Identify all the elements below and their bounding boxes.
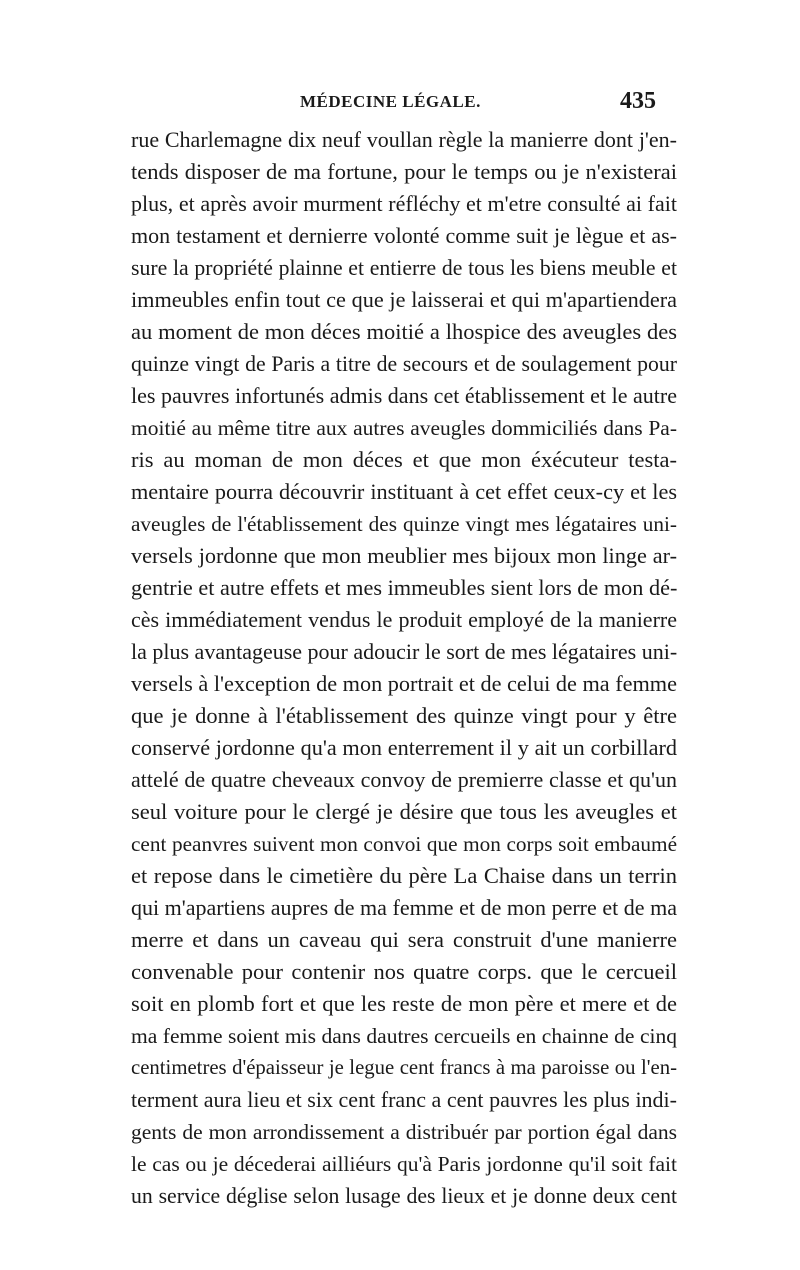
text-line: quinze vingt de Paris a titre de secours et de soulagement pour — [131, 352, 677, 376]
text-line: qui m'apartiens aupres de ma femme et de mon perre et de ma — [131, 895, 677, 920]
text-line: et repose dans le cimetière du père La Chaise dans un terrin — [131, 863, 677, 888]
text-line: seul voiture pour le clergé je désire que tous les aveugles et — [131, 799, 677, 824]
running-head: MÉDECINE LÉGALE. — [300, 92, 481, 111]
text-line: centimetres d'épaisseur je legue cent francs à ma paroisse ou l'en- — [131, 1057, 677, 1079]
text-line: un service déglise selon lusage des lieux et je donne deux cent — [131, 1184, 677, 1208]
text-line: que je donne à l'établissement des quinze vingt pour y être — [131, 703, 677, 728]
text-line: mon testament et dernierre volonté comme suit je lègue et as- — [131, 223, 677, 248]
text-line: les pauvres infortunés admis dans cet établissement et le autre — [131, 383, 677, 408]
page-number: 435 — [620, 88, 656, 114]
text-line: convenable pour contenir nos quatre corps. que le cercueil — [131, 959, 677, 984]
text-line: versels jordonne que mon meublier mes bijoux mon linge ar- — [131, 543, 677, 568]
text-line: aveugles de l'établissement des quinze vingt mes légataires uni- — [131, 512, 677, 536]
text-line: le cas ou je décederai ailliéurs qu'à Paris jordonne qu'il soit fait — [131, 1152, 677, 1176]
text-line: plus, et après avoir murment réfléchy et m'etre consulté ai fait — [131, 191, 677, 216]
text-line: cès immédiatement vendus le produit employé de la manierre — [131, 607, 677, 632]
text-line: ma femme soient mis dans dautres cercueils en chainne de cinq — [131, 1024, 677, 1048]
text-line: attelé de quatre cheveaux convoy de premierre classe et qu'un — [131, 767, 677, 792]
text-line: terment aura lieu et six cent franc a cent pauvres les plus indi- — [131, 1087, 677, 1112]
body-text — [131, 124, 677, 1212]
text-line: au moment de mon déces moitié a lhospice des aveugles des — [131, 319, 677, 344]
text-line: cent peanvres suivent mon convoi que mon corps soit embaumé — [131, 832, 677, 856]
text-line: mentaire pourra découvrir instituant à cet effet ceux-cy et les — [131, 479, 677, 504]
text-line: conservé jordonne qu'a mon enterrement il y ait un corbillard — [131, 735, 677, 760]
text-line: moitié au même titre aux autres aveugles dommiciliés dans Pa- — [131, 416, 677, 440]
text-line: immeubles enfin tout ce que je laisserai et qui m'apartiendera — [131, 287, 677, 312]
text-line: merre et dans un caveau qui sera construit d'une manierre — [131, 927, 677, 952]
text-line: sure la propriété plainne et entierre de tous les biens meuble et — [131, 256, 677, 280]
text-line: rue Charlemagne dix neuf voullan règle la manierre dont j'en- — [131, 127, 677, 152]
text-line: soit en plomb fort et que les reste de mon père et mere et de — [131, 991, 677, 1016]
text-line: tends disposer de ma fortune, pour le temps ou je n'existerai — [131, 159, 677, 184]
text-line: la plus avantageuse pour adoucir le sort de mes légataires uni- — [131, 639, 678, 664]
text-line: ris au moman de mon déces et que mon éxécuteur testa- — [131, 447, 677, 472]
text-line: gents de mon arrondissement a distribuér par portion égal dans — [131, 1120, 677, 1144]
text-line: versels à l'exception de mon portrait et de celui de ma femme — [131, 671, 677, 696]
text-line: gentrie et autre effets et mes immeubles sient lors de mon dé- — [131, 575, 678, 600]
